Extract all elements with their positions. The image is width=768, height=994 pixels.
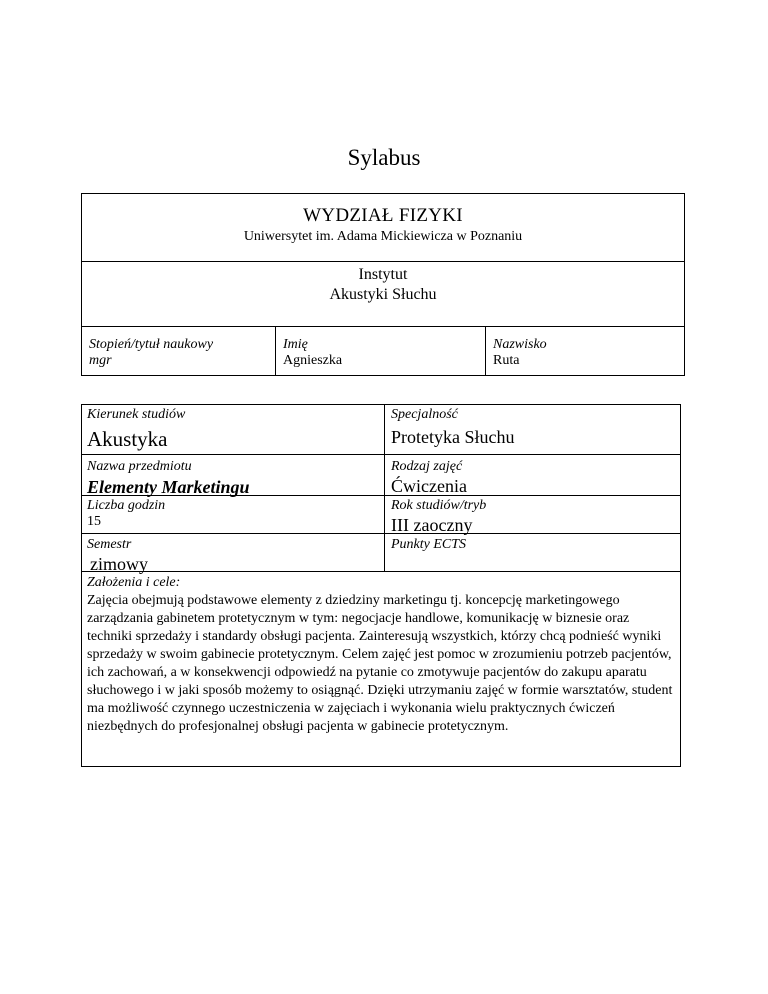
class-type-label: Rodzaj zajęć <box>391 459 463 474</box>
institute-section <box>81 261 685 327</box>
year-label: Rok studiów/tryb <box>391 498 487 513</box>
field-label: Kierunek studiów <box>87 407 186 422</box>
last-name-cell <box>486 327 684 375</box>
university-name: Uniwersytet im. Adama Mickiewicza w Poznaniu <box>243 229 523 244</box>
semester-value: zimowy <box>90 554 148 574</box>
hours-label: Liczba godzin <box>87 498 166 513</box>
degree-value: mgr <box>89 353 112 368</box>
ects-label: Punkty ECTS <box>391 537 467 552</box>
first-name-value: Agnieszka <box>283 353 343 368</box>
row-hours <box>82 496 680 534</box>
class-type-value: Ćwiczenia <box>391 476 467 496</box>
goals-label: Założenia i cele: <box>87 575 181 590</box>
specialty-label: Specjalność <box>391 407 458 422</box>
degree-cell <box>82 327 276 375</box>
page-title: Sylabus <box>347 145 421 170</box>
subject-label: Nazwa przedmiotu <box>87 459 192 474</box>
faculty-name: WYDZIAŁ FIZYKI <box>303 205 463 226</box>
goals-text: Zajęcia obejmują podstawowe elementy z dziedziny marketingu tj. koncepcję marketingowego zarządzania gabinetem protetycznym w tym: negocjacje handlowe, komunikację w biznesie oraz techniki sprzedaży i standardy obsługi pacjenta. Zainteresują wszystkich, którzy chcą podnieść wyniki sprzedaży w swoim gabinecie protetycznym. Celem zajęć jest pomoc w zrozumieniu potrzeb pacjentów, ich zachowań, a w konsekwencji odpowiedź na pytanie co zmotywuje pacjentów do zakupu aparatu słuchowego i w jaki sposób możemy to osiągnąć. Dzięki utrzymaniu zajęć w formie warsztatów, student ma możliwość czynnego uczestniczenia w zajęciach i wykonania wielu praktycznych ćwiczeń niezbędnych do profesjonalnej obsługi pacjenta w gabinecie protetycznym. <box>87 593 673 734</box>
field-value: Akustyka <box>87 427 168 451</box>
first-name-cell <box>276 327 486 375</box>
course-table <box>81 404 681 767</box>
last-name-label: Nazwisko <box>493 337 547 352</box>
specialty-value: Protetyka Słuchu <box>391 427 515 447</box>
subject-value: Elementy Marketingu <box>87 477 250 497</box>
institute-name: Akustyki Słuchu <box>329 286 437 303</box>
goals-section <box>87 574 674 736</box>
row-semester <box>82 534 680 572</box>
row-subject <box>82 455 680 496</box>
row-field <box>82 405 680 455</box>
faculty-header <box>81 193 685 262</box>
semester-label: Semestr <box>87 537 132 552</box>
degree-label: Stopień/tytuł naukowy <box>89 337 214 352</box>
hours-value: 15 <box>87 514 101 529</box>
institute-label: Instytut <box>358 266 408 283</box>
last-name-value: Ruta <box>493 353 520 368</box>
first-name-label: Imię <box>283 337 308 352</box>
year-value: III zaoczny <box>391 515 473 535</box>
person-table <box>81 326 685 376</box>
